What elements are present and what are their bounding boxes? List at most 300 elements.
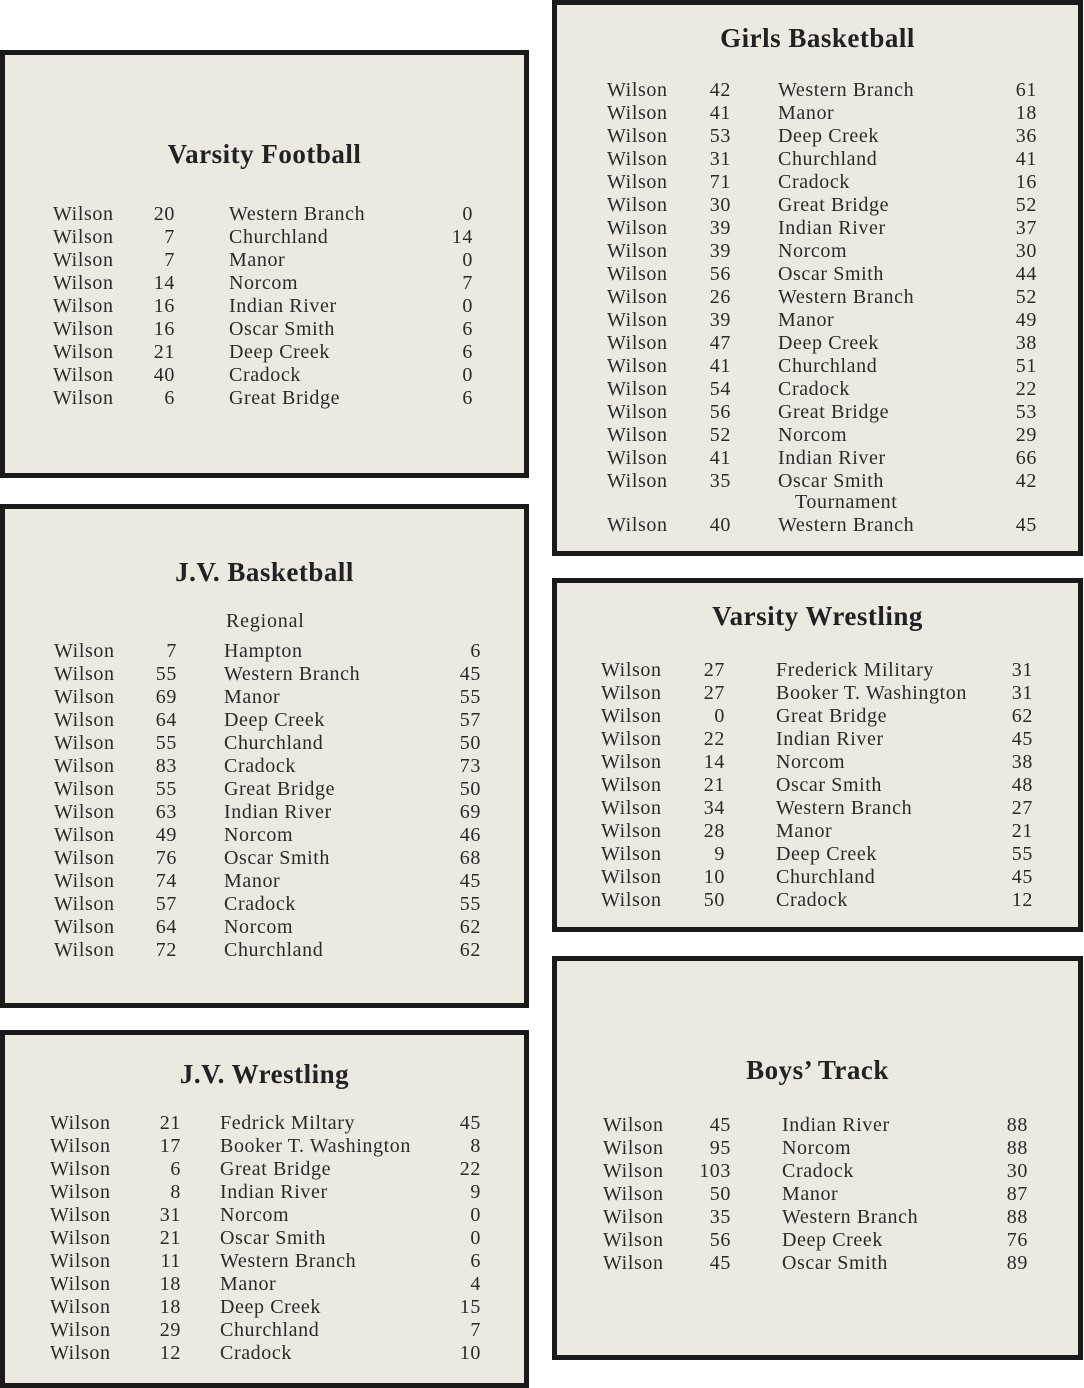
team-name: Wilson [601,866,662,888]
wilson-score: 6 [170,1158,181,1180]
wilson-score: 21 [703,774,725,796]
table-row [5,640,524,663]
wilson-score: 17 [159,1135,181,1157]
table-row [557,843,1078,866]
wilson-score: 56 [709,1229,731,1251]
table-row [557,889,1078,912]
opponent-score: 73 [459,755,481,777]
wilson-score: 22 [703,728,725,750]
table-row [5,732,524,755]
wilson-score: 57 [155,893,177,915]
opponent-score: 45 [459,663,481,685]
opponent-score: 66 [1015,447,1037,469]
girls-basketball-title: Girls Basketball [720,23,915,53]
opponent-name: Oscar Smith [224,847,331,869]
table-row [5,295,524,318]
team-name: Wilson [50,1181,111,1203]
opponent-name: Indian River [782,1114,890,1136]
wilson-score: 8 [170,1181,181,1203]
wilson-score: 103 [699,1160,731,1182]
opponent-score: 16 [1015,171,1037,193]
opponent-score: 10 [459,1342,481,1364]
wilson-score: 74 [155,870,177,892]
team-name: Wilson [607,332,668,354]
table-row [5,939,524,962]
team-name: Wilson [607,447,668,469]
team-name: Wilson [54,640,115,662]
opponent-score: 88 [1006,1114,1028,1136]
team-name: Wilson [50,1227,111,1249]
opponent-name: Western Branch [224,663,361,685]
opponent-name: Deep Creek [220,1296,321,1318]
wilson-score: 40 [709,514,731,536]
table-row [5,1158,524,1181]
table-row [5,1181,524,1204]
wilson-score: 95 [709,1137,731,1159]
opponent-score: 4 [470,1273,481,1295]
team-name: Wilson [607,470,668,492]
table-row [557,1252,1078,1275]
opponent-score: 21 [1011,820,1033,842]
table-row [557,401,1078,424]
wilson-score: 21 [153,341,175,363]
opponent-name: Indian River [220,1181,328,1203]
opponent-name: Oscar Smith [782,1252,889,1274]
team-name: Wilson [601,843,662,865]
wilson-score: 45 [709,1252,731,1274]
wilson-score: 6 [164,387,175,409]
opponent-score: 6 [462,341,473,363]
team-name: Wilson [54,732,115,754]
team-name: Wilson [54,939,115,961]
opponent-name: Norcom [229,272,299,294]
opponent-name: Norcom [782,1137,852,1159]
opponent-score: 36 [1015,125,1037,147]
team-name: Wilson [607,102,668,124]
opponent-score: 38 [1011,751,1033,773]
table-row [557,102,1078,125]
wilson-score: 39 [709,217,731,239]
team-name: Wilson [607,286,668,308]
team-name: Wilson [601,659,662,681]
table-row [557,240,1078,263]
team-name: Wilson [54,824,115,846]
opponent-name: Oscar Smith [220,1227,327,1249]
table-row [5,1296,524,1319]
opponent-name: Churchland [776,866,876,888]
team-name: Wilson [607,217,668,239]
wilson-score: 11 [160,1250,181,1272]
opponent-score: 55 [1011,843,1033,865]
opponent-name: Oscar Smith [778,470,885,492]
team-name: Wilson [54,893,115,915]
opponent-name: Deep Creek [778,332,879,354]
wilson-score: 14 [703,751,725,773]
opponent-score: 30 [1006,1160,1028,1182]
wilson-score: 49 [155,824,177,846]
team-name: Wilson [603,1206,664,1228]
table-row [557,866,1078,889]
table-row [5,1135,524,1158]
table-row [5,1227,524,1250]
opponent-name: Norcom [776,751,846,773]
opponent-name: Great Bridge [776,705,888,727]
wilson-score: 55 [155,778,177,800]
team-name: Wilson [607,240,668,262]
opponent-score: 41 [1015,148,1037,170]
team-name: Wilson [607,514,668,536]
table-row [5,203,524,226]
wilson-score: 41 [709,447,731,469]
opponent-score: 31 [1011,682,1033,704]
opponent-name: Cradock [224,893,296,915]
opponent-score: 9 [470,1181,481,1203]
team-name: Wilson [54,847,115,869]
wilson-score: 34 [703,797,725,819]
team-name: Wilson [53,364,114,386]
table-row [5,755,524,778]
team-name: Wilson [607,263,668,285]
opponent-score: 0 [462,295,473,317]
opponent-name: Norcom [778,424,848,446]
wilson-score: 83 [155,755,177,777]
wilson-score: 52 [709,424,731,446]
wilson-score: 0 [714,705,725,727]
opponent-name: Manor [224,686,281,708]
team-name: Wilson [607,378,668,400]
team-name: Wilson [54,916,115,938]
opponent-name: Cradock [776,889,848,911]
team-name: Wilson [603,1252,664,1274]
opponent-score: 15 [459,1296,481,1318]
table-row [5,341,524,364]
table-row [557,820,1078,843]
opponent-score: 48 [1011,774,1033,796]
opponent-name: Deep Creek [224,709,325,731]
team-name: Wilson [601,820,662,842]
wilson-score: 21 [159,1227,181,1249]
wilson-score: 9 [714,843,725,865]
team-name: Wilson [603,1183,664,1205]
opponent-name: Oscar Smith [776,774,883,796]
opponent-score: 88 [1006,1137,1028,1159]
opponent-name: Norcom [224,824,294,846]
jv-wrestling-results [5,1112,524,1365]
opponent-name: Manor [224,870,281,892]
wilson-score: 64 [155,916,177,938]
team-name: Wilson [601,705,662,727]
table-row [557,1160,1078,1183]
opponent-score: 55 [459,686,481,708]
team-name: Wilson [607,309,668,331]
team-name: Wilson [54,686,115,708]
wilson-score: 18 [159,1296,181,1318]
table-row [5,870,524,893]
boys-track-results [557,1114,1078,1275]
table-row [557,1137,1078,1160]
wilson-score: 71 [709,171,731,193]
table-row [5,272,524,295]
table-row [5,824,524,847]
team-name: Wilson [54,663,115,685]
opponent-name: Booker T. Washington [776,682,967,704]
opponent-name: Manor [778,102,835,124]
table-row [557,125,1078,148]
table-row [557,171,1078,194]
team-name: Wilson [607,401,668,423]
opponent-name: Manor [229,249,286,271]
opponent-name: Churchland [220,1319,320,1341]
varsity-wrestling-results [557,659,1078,912]
table-row [557,470,1078,493]
opponent-score: 45 [1015,514,1037,536]
opponent-name: Deep Creek [778,125,879,147]
table-row [557,332,1078,355]
wilson-score: 14 [153,272,175,294]
team-name: Wilson [50,1273,111,1295]
opponent-name: Oscar Smith [778,263,885,285]
varsity-football-title: Varsity Football [167,139,362,169]
wilson-score: 76 [155,847,177,869]
team-name: Wilson [607,171,668,193]
opponent-score: 0 [462,249,473,271]
wilson-score: 31 [709,148,731,170]
opponent-score: 22 [459,1158,481,1180]
team-name: Wilson [53,341,114,363]
opponent-name: Deep Creek [782,1229,883,1251]
opponent-name: Frederick Military [776,659,934,681]
team-name: Wilson [607,355,668,377]
opponent-score: 7 [462,272,473,294]
opponent-score: 22 [1015,378,1037,400]
varsity-wrestling-panel [552,578,1083,932]
opponent-score: 29 [1015,424,1037,446]
opponent-score: 52 [1015,286,1037,308]
opponent-score: 87 [1006,1183,1028,1205]
table-row [557,424,1078,447]
opponent-name: Western Branch [220,1250,357,1272]
opponent-score: 55 [459,893,481,915]
opponent-score: 42 [1015,470,1037,492]
wilson-score: 28 [703,820,725,842]
opponent-score: 27 [1011,797,1033,819]
team-name: Wilson [50,1296,111,1318]
table-row [557,774,1078,797]
table-row [557,148,1078,171]
opponent-score: 37 [1015,217,1037,239]
opponent-name: Western Branch [778,286,915,308]
opponent-score: 8 [470,1135,481,1157]
jv-basketball-panel [0,504,529,1008]
wilson-score: 41 [709,355,731,377]
opponent-name: Western Branch [778,79,915,101]
opponent-score: 44 [1015,263,1037,285]
opponent-name: Churchland [229,226,329,248]
team-name: Wilson [54,709,115,731]
girls-basketball-panel [552,0,1083,556]
wilson-score: 12 [159,1342,181,1364]
wilson-score: 72 [155,939,177,961]
opponent-name: Churchland [778,148,878,170]
opponent-score: 45 [459,1112,481,1134]
table-row [557,309,1078,332]
wilson-score: 16 [153,295,175,317]
opponent-score: 45 [1011,866,1033,888]
opponent-name: Fedrick Miltary [220,1112,356,1134]
table-row [557,79,1078,102]
jv-basketball-subhead: Regional [226,610,305,632]
table-row [557,751,1078,774]
varsity-football-panel [0,50,529,478]
team-name: Wilson [53,318,114,340]
team-name: Wilson [54,755,115,777]
wilson-score: 31 [159,1204,181,1226]
table-row [557,728,1078,751]
jv-wrestling-title: J.V. Wrestling [179,1059,350,1089]
table-row [557,355,1078,378]
team-name: Wilson [53,226,114,248]
table-row [5,847,524,870]
opponent-score: 69 [459,801,481,823]
opponent-score: 45 [459,870,481,892]
opponent-name: Norcom [220,1204,290,1226]
opponent-score: 52 [1015,194,1037,216]
table-row [557,286,1078,309]
table-row [557,378,1078,401]
opponent-score: 6 [462,387,473,409]
table-row [5,249,524,272]
wilson-score: 29 [159,1319,181,1341]
opponent-name: Cradock [778,378,850,400]
table-row [5,226,524,249]
opponent-name: Western Branch [229,203,366,225]
table-row [5,364,524,387]
wilson-score: 7 [166,640,177,662]
wilson-score: 41 [709,102,731,124]
boys-track-panel [552,956,1083,1360]
opponent-score: 76 [1006,1229,1028,1251]
opponent-name: Cradock [778,171,850,193]
opponent-score: 50 [459,732,481,754]
opponent-name: Booker T. Washington [220,1135,411,1157]
table-row [5,663,524,686]
opponent-name: Deep Creek [229,341,330,363]
table-row [557,797,1078,820]
varsity-wrestling-title: Varsity Wrestling [712,601,923,631]
table-row [5,801,524,824]
opponent-score: 30 [1015,240,1037,262]
team-name: Wilson [53,272,114,294]
table-row [5,1204,524,1227]
team-name: Wilson [603,1137,664,1159]
wilson-score: 45 [709,1114,731,1136]
table-row [5,1273,524,1296]
opponent-score: 61 [1015,79,1037,101]
opponent-score: 68 [459,847,481,869]
opponent-score: 49 [1015,309,1037,331]
opponent-score: 89 [1006,1252,1028,1274]
team-name: Wilson [601,774,662,796]
opponent-name: Churchland [224,939,324,961]
table-row [557,263,1078,286]
opponent-score: 18 [1015,102,1037,124]
jv-basketball-results [5,640,524,962]
opponent-name: Indian River [229,295,337,317]
team-name: Wilson [53,249,114,271]
wilson-score: 39 [709,240,731,262]
team-name: Wilson [607,194,668,216]
opponent-name: Hampton [224,640,303,662]
opponent-score: 57 [459,709,481,731]
opponent-score: 12 [1011,889,1033,911]
table-row [557,659,1078,682]
team-name: Wilson [50,1204,111,1226]
wilson-score: 47 [709,332,731,354]
team-name: Wilson [601,682,662,704]
opponent-name: Great Bridge [224,778,336,800]
team-name: Wilson [603,1160,664,1182]
wilson-score: 35 [709,470,731,492]
wilson-score: 39 [709,309,731,331]
opponent-name: Manor [782,1183,839,1205]
varsity-football-results [5,203,524,410]
team-name: Wilson [603,1114,664,1136]
team-name: Wilson [601,751,662,773]
jv-basketball-title: J.V. Basketball [175,557,354,587]
opponent-score: 62 [459,916,481,938]
table-row [557,1183,1078,1206]
team-name: Wilson [53,295,114,317]
opponent-name: Cradock [782,1160,854,1182]
table-row [5,318,524,341]
tournament-result [557,514,1078,537]
team-name: Wilson [53,387,114,409]
opponent-name: Western Branch [776,797,913,819]
table-row [557,705,1078,728]
opponent-name: Manor [220,1273,277,1295]
team-name: Wilson [50,1158,111,1180]
opponent-score: 14 [451,226,473,248]
opponent-name: Indian River [778,217,886,239]
table-row [5,1342,524,1365]
table-row [557,1206,1078,1229]
team-name: Wilson [607,125,668,147]
wilson-score: 7 [164,226,175,248]
wilson-score: 35 [709,1206,731,1228]
team-name: Wilson [603,1229,664,1251]
opponent-score: 46 [459,824,481,846]
table-row [557,194,1078,217]
opponent-name: Manor [776,820,833,842]
wilson-score: 16 [153,318,175,340]
wilson-score: 42 [709,79,731,101]
opponent-name: Manor [778,309,835,331]
team-name: Wilson [50,1135,111,1157]
table-row [5,893,524,916]
opponent-score: 45 [1011,728,1033,750]
wilson-score: 55 [155,663,177,685]
team-name: Wilson [54,778,115,800]
opponent-score: 6 [470,1250,481,1272]
opponent-name: Churchland [224,732,324,754]
opponent-score: 6 [470,640,481,662]
opponent-score: 0 [470,1227,481,1249]
wilson-score: 63 [155,801,177,823]
opponent-name: Indian River [778,447,886,469]
opponent-score: 62 [1011,705,1033,727]
opponent-name: Cradock [220,1342,292,1364]
boys-track-title: Boys’ Track [746,1055,889,1085]
